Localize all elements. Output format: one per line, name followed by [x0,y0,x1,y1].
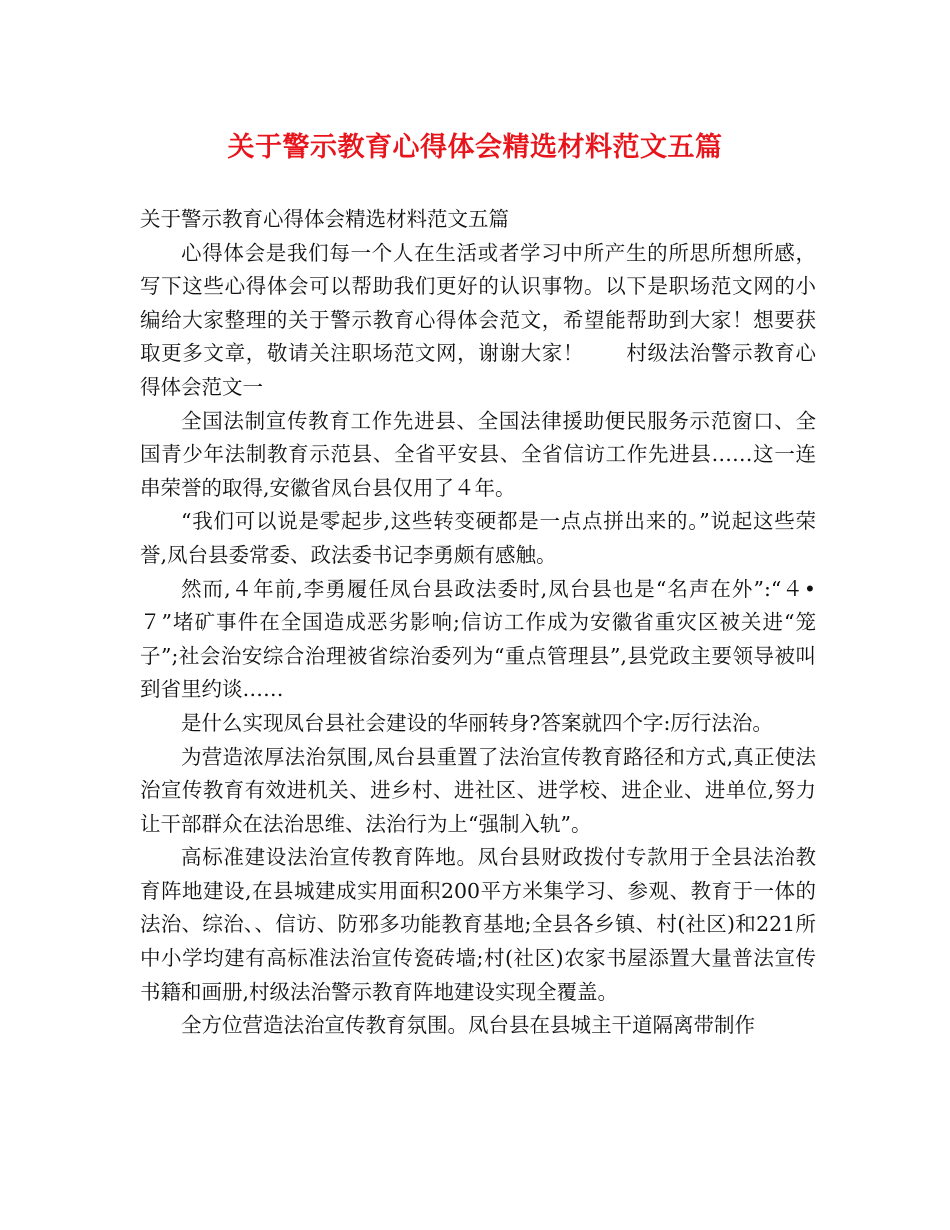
body-paragraph: 全方位营造法治宣传教育氛围。凤台县在县城主干道隔离带制作 [181,1013,755,1038]
body-paragraph: 然而,４年前,李勇履任凤台县政法委时,凤台县也是“名声在外”:“４•７”堵矿事件在全国造成恶劣影响;信访工作成为安徽省重灾区被关进“笼子”;社会治安综合治理被省综治委列为“重点管理县”,县党政主要领导被叫到省里约谈…… [140,576,816,702]
body-paragraph: “我们可以说是零起步,这些转变硬都是一点点拼出来的。”说起这些荣誉,凤台县委常委、政法委书记李勇颇有感触。 [140,509,816,567]
document-body [140,203,816,1043]
body-paragraph: 全国法制宣传教育工作先进县、全国法律援助便民服务示范窗口、全国青少年法制教育示范县、全省平安县、全省信访工作先进县……这一连串荣誉的取得,安徽省凤台县仅用了４年。 [140,408,816,500]
body-paragraph-heading: 关于警示教育心得体会精选材料范文五篇 [140,207,509,231]
body-paragraph: 为营造浓厚法治氛围,凤台县重置了法治宣传教育路径和方式,真正使法治宣传教育有效进机关、进乡村、进社区、进学校、进企业、进单位,努力让干部群众在法治思维、法治行为上“强制入轨”。 [140,744,816,836]
body-paragraph: 高标准建设法治宣传教育阵地。凤台县财政拨付专款用于全县法治教育阵地建设,在县城建成实用面积200平方米集学习、参观、教育于一体的法治、综治、、信访、防邪多功能教育基地;全县各乡镇、村(社区)和221所中小学均建有高标准法治宣传瓷砖墙;村(社区)农家书屋添置大量普法宣传书籍和画册,村级法治警示教育阵地建设实现全覆盖。 [140,845,816,1004]
body-paragraph: 是什么实现凤台县社会建设的华丽转身?答案就四个字:厉行法治。 [181,710,773,735]
document-title: 关于警示教育心得体会精选材料范文五篇 [227,132,723,163]
body-paragraph-intro: 心得体会是我们每一个人在生活或者学习中所产生的所思所想所感，写下这些心得体会可以帮助我们更好的认识事物。以下是职场范文网的小编给大家整理的关于警示教育心得体会范文，希望能帮助到大家！想要获取更多文章，敬请关注职场范文网，谢谢大家！ 村级法治警示教育心得体会范文一 [140,240,816,399]
